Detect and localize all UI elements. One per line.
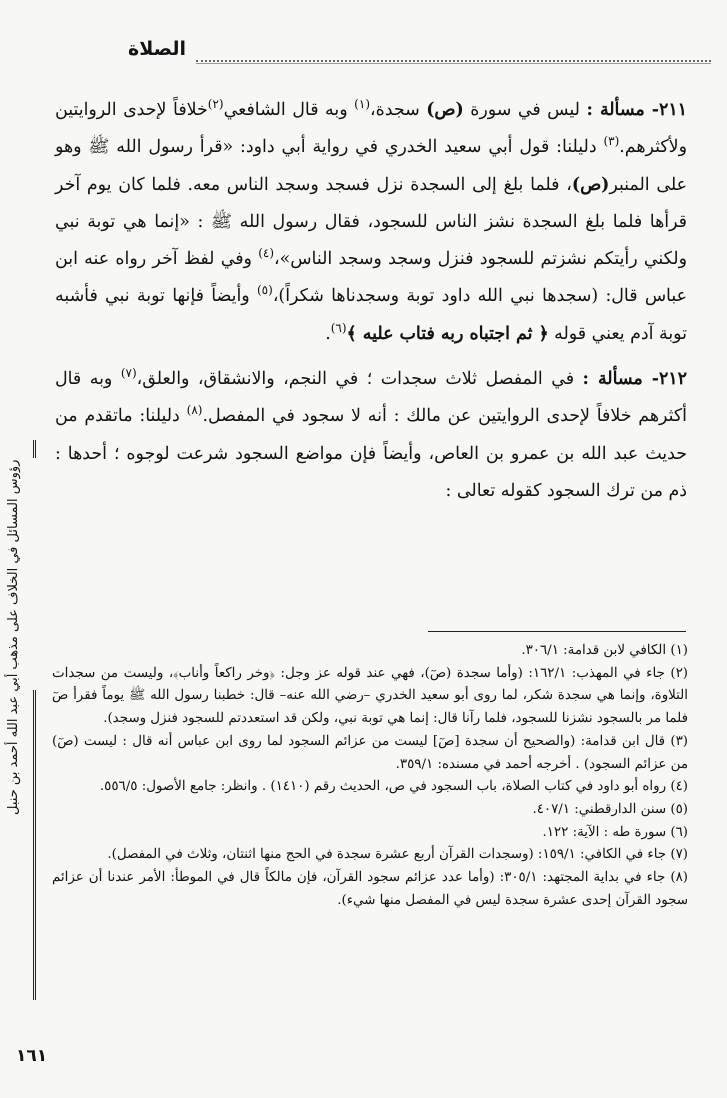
footnote-item: (٣) قال ابن قدامة: (والصحيح أن سجدة [صٓ] ليست من عزائم السجود لما روى ابن عباس أنه قال : ليست (صٓ) من عزائم السجود) . أخرجه أحمد في مسنده: ٣٥٩/١. [52,733,688,772]
footnote-separator [428,631,686,632]
footnote-ref[interactable]: (٢) [207,97,224,112]
issue-211-text: دليلنا: قول أبي سعيد الخدري في رواية أبي داود: «قرأ رسول الله ﷺ وهو على المنبر [55,137,687,195]
issue-211-text: وفي لفظ آخر رواه عنه ابن عباس قال: (سجدها نبي الله داود توبة وسجدناها شكراً)، [55,249,687,307]
footnote-ref[interactable]: (٤) [258,246,275,261]
footnote-item: (٦) سورة طه : الآية: ١٢٢. [542,824,688,840]
footnote-ref[interactable]: (٣) [603,134,620,149]
footnote-item: (٢) جاء في المهذب: ١٦٢/١: (وأما سجدة (صٓ)، فهي عند قوله عز وجل: ﴿وخر راكعاً وأناب﴾، وليست من سجدات التلاوة، وإنما هي سجدة شكر، لما روى أبو سعيد الخدري –رضي الله عنه– قال: خطبنا رسول الله ﷺ يوماً فقرأ صٓ فلما مر بالسجود نشزنا للسجود، فلما رآنا قال: إنما هي توبة نبي، ولكن قد استعددتم للسجود فنزل وسجد). [52,665,689,727]
footnote-item: (٥) سنن الدارقطني: ٤٠٧/١. [532,801,688,817]
issue-211-text: وأيضاً فإنها توبة نبي فأشبه توبة آدم يعني قوله [55,286,687,344]
issue-211-text: خلافاً لإحدى الروايتين ولأكثرهم. [55,100,687,158]
side-rule [33,690,36,1000]
side-rule [33,440,36,458]
running-header-title: الصلاة [127,38,186,60]
footnote-item: (٧) جاء في الكافي: ١٥٩/١: (وسجدات القرآن أربع عشرة سجدة في الحج منها اثنتان، وثلاث في المفصل). [107,847,688,863]
paragraph-gap [55,353,687,361]
issue-212-text: وبه قال أكثرهم خلافاً لإحدى الروايتين عن مالك : أنه لا سجود في المفصل. [55,369,687,427]
surah-sad-ref: (ص) [571,174,610,195]
footnote-item: (٤) رواه أبو داود في كتاب الصلاة، باب السجود في ص، الحديث رقم (١٤١٠) . وانظر: جامع الأصول: ٥٥٦/٥. [99,779,688,795]
issue-211-text: سجدة، [370,100,427,120]
header-dotted-rule [196,60,711,62]
issue-211-text: ، فلما بلغ إلى السجدة نزل فسجد وسجد الناس معه. فلما كان يوم آخر قرأها فلما بلغ السجدة نشز الناس للسجود، فقال رسول الله ﷺ : «إنما هي توبة نبي ولكني رأيتكم نشزتم للسجود فنزل وسجد وسجد الناس»، [55,174,687,270]
issue-212-paragraph [55,361,687,510]
issue-211-text: وبه قال الشافعي [223,100,355,120]
footnote-ref[interactable]: (٧) [120,366,137,381]
issue-211-paragraph [55,92,687,353]
header-rule [196,63,711,64]
issue-211-text: ليس في سورة [463,100,580,120]
surah-sad-ref: (ص) [426,100,464,120]
issue-212-text: دليلنا: ماتقدم من حديث عبد الله بن عمرو بن العاص، وأيضاً فإن مواضع السجود شرعت لوجوه ؛ أحدها : ذم من ترك السجود كقوله تعالى : [55,406,687,501]
footnote-ref[interactable]: (٦) [330,320,347,335]
issue-211-label: ٢١١- مسألة : [586,100,688,120]
quran-verse: ﴿ ثم اجتباه ربه فتاب عليه ﴾ [346,323,549,344]
book-title-vertical: رؤوس المسائل في الخلاف على مذهب أبي عبد الله أحمد بن حنبل [6,460,21,816]
footnote-ref[interactable]: (٥) [256,283,273,298]
side-running-title [6,440,50,1000]
issue-211-text: . [325,323,331,344]
footnote-item: (٨) جاء في بداية المجتهد: ٣٠٥/١: (وأما عدد عزائم سجود القرآن، فإن مالكاً قال في الموطأ: الأمر عندنا أن عزائم سجود القرآن إحدى عشرة سجدة ليس في المفصل منها شيء). [52,870,689,908]
page-number: ١٦١ [16,1046,48,1066]
issue-212-text: في المفصل ثلاث سجدات ؛ في النجم، والانشقاق، والعلق، [136,369,583,390]
issue-212-label: ٢١٢- مسألة : [582,369,687,390]
main-text [55,92,687,510]
footnote-ref[interactable]: (١) [354,97,370,112]
footnote-ref[interactable]: (٨) [186,403,203,418]
footnotes [52,640,688,912]
footnote-item: (١) الكافي لابن قدامة: ٣٠٦/١. [521,643,688,658]
